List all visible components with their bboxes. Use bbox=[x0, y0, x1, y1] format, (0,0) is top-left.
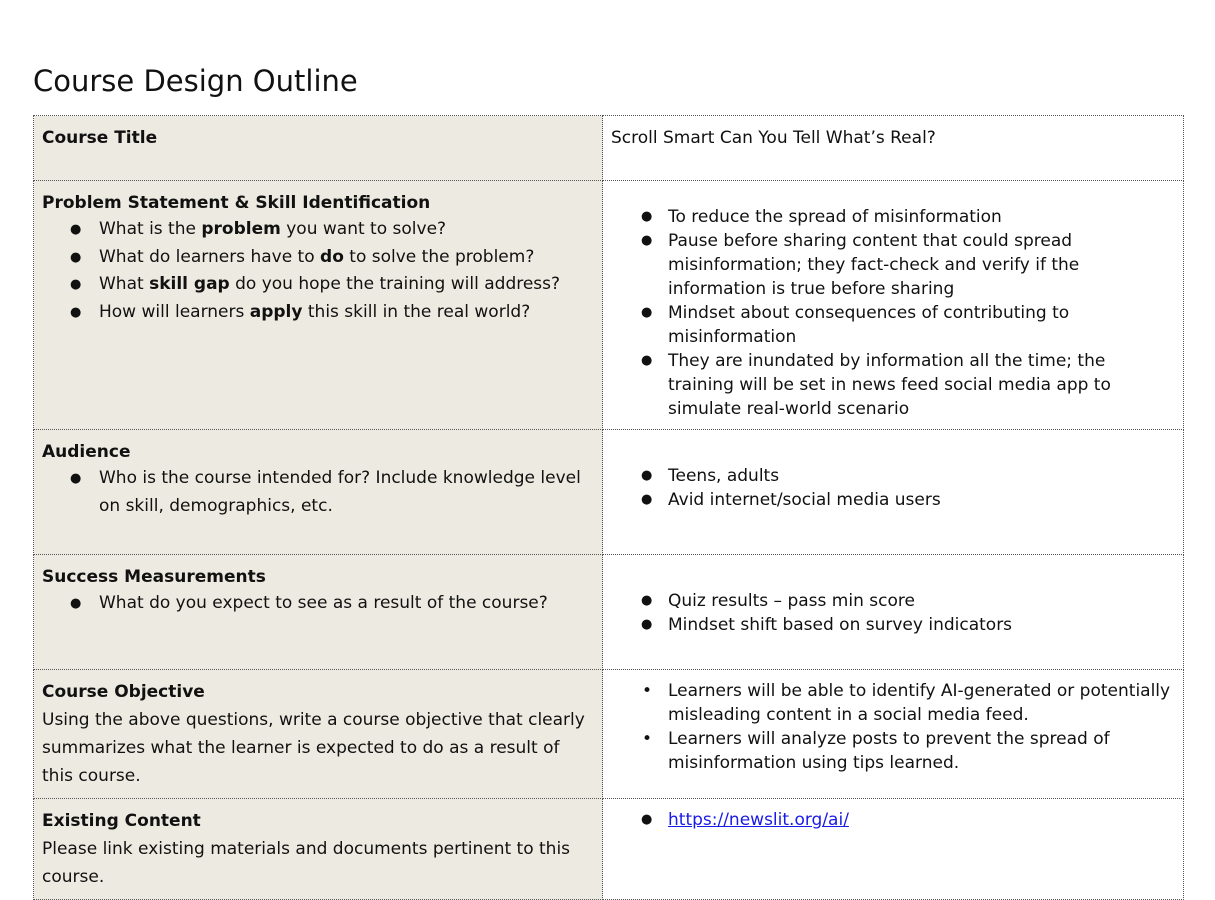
table-row-audience bbox=[34, 430, 1184, 555]
objective-label: Course Objective bbox=[42, 682, 205, 702]
objective-description: Using the above questions, write a course objective that clearly summarizes what the learner is expected to do as a result of this course. bbox=[42, 710, 585, 786]
table-row-course-title bbox=[34, 116, 1184, 181]
list-item: ● What do learners have to do to solve the problem? bbox=[42, 244, 594, 272]
list-item: ● Quiz results – pass min score bbox=[611, 589, 1175, 613]
page-title: Course Design Outline bbox=[33, 64, 358, 98]
table-row-existing bbox=[34, 799, 1184, 900]
list-item: ● What is the problem you want to solve? bbox=[42, 216, 594, 244]
course-title-value-cell[interactable] bbox=[603, 116, 1184, 181]
list-item: • Learners will be able to identify AI-generated or potentially misleading content in a social media feed. bbox=[611, 679, 1175, 727]
audience-label-cell bbox=[34, 430, 603, 555]
list-item: ● Mindset shift based on survey indicators bbox=[611, 613, 1175, 637]
audience-label: Audience bbox=[42, 442, 131, 462]
list-item: ● To reduce the spread of misinformation bbox=[611, 205, 1175, 229]
audience-answer-list bbox=[611, 464, 1175, 512]
list-item: • Learners will analyze posts to prevent the spread of misinformation using tips learned. bbox=[611, 727, 1175, 775]
list-item bbox=[611, 808, 1175, 832]
existing-answer-cell[interactable] bbox=[603, 799, 1184, 900]
list-item: ● Avid internet/social media users bbox=[611, 488, 1175, 512]
success-label-cell bbox=[34, 555, 603, 670]
success-question-list bbox=[42, 590, 594, 618]
problem-answer-cell[interactable] bbox=[603, 181, 1184, 430]
list-item: ● Who is the course intended for? Include knowledge level on skill, demographics, etc. bbox=[42, 465, 594, 520]
list-item: ● Pause before sharing content that could spread misinformation; they fact-check and verify if the information is true before sharing bbox=[611, 229, 1175, 301]
existing-label: Existing Content bbox=[42, 811, 201, 831]
objective-label-cell bbox=[34, 670, 603, 799]
course-title-label-cell bbox=[34, 116, 603, 181]
success-answer-list bbox=[611, 589, 1175, 637]
existing-label-cell bbox=[34, 799, 603, 900]
list-item: ● What do you expect to see as a result of the course? bbox=[42, 590, 594, 618]
course-outline-table bbox=[33, 115, 1184, 900]
problem-question-list bbox=[42, 216, 594, 326]
problem-label: Problem Statement & Skill Identification bbox=[42, 193, 431, 213]
problem-label-cell bbox=[34, 181, 603, 430]
audience-question-list bbox=[42, 465, 594, 520]
list-item: ● Mindset about consequences of contributing to misinformation bbox=[611, 301, 1175, 349]
success-label: Success Measurements bbox=[42, 567, 266, 587]
list-item: ● How will learners apply this skill in the real world? bbox=[42, 299, 594, 327]
existing-link-list bbox=[611, 808, 1175, 832]
list-item: ● They are inundated by information all the time; the training will be set in news feed social media app to simulate real-world scenario bbox=[611, 349, 1175, 421]
existing-description: Please link existing materials and documents pertinent to this course. bbox=[42, 839, 571, 887]
objective-answer-list bbox=[611, 679, 1175, 775]
course-title-value: Scroll Smart Can You Tell What’s Real? bbox=[611, 128, 936, 148]
problem-answer-list bbox=[611, 205, 1175, 421]
table-row-problem bbox=[34, 181, 1184, 430]
success-answer-cell[interactable] bbox=[603, 555, 1184, 670]
table-row-success bbox=[34, 555, 1184, 670]
list-item: ● Teens, adults bbox=[611, 464, 1175, 488]
list-item: ● What skill gap do you hope the training will address? bbox=[42, 271, 594, 299]
table-row-objective bbox=[34, 670, 1184, 799]
objective-answer-cell[interactable] bbox=[603, 670, 1184, 799]
newslit-link[interactable]: https://newslit.org/ai/ bbox=[668, 810, 849, 830]
audience-answer-cell[interactable] bbox=[603, 430, 1184, 555]
course-title-label: Course Title bbox=[42, 128, 158, 148]
